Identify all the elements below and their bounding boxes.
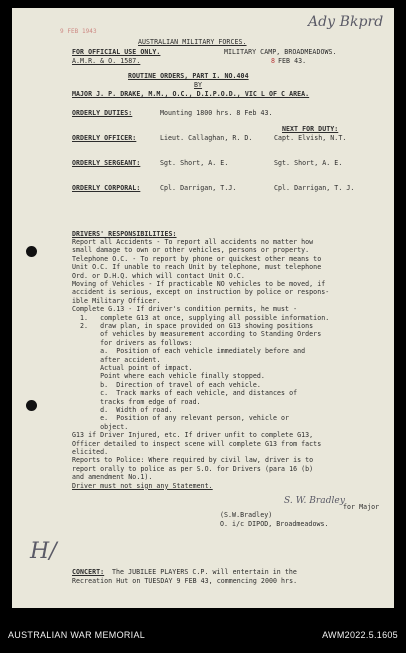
document-title: AUSTRALIAN MILITARY FORCES.	[138, 38, 247, 46]
drivers-line: Actual point of impact.	[72, 364, 193, 372]
handwritten-signature: S. W. Bradley	[284, 496, 345, 506]
drivers-line: report orally to police as per S.O. for Drivers (para 16 (b)	[72, 464, 314, 473]
drivers-line: b. Direction of travel of each vehicle.	[72, 380, 261, 389]
drivers-line: object.	[72, 422, 129, 431]
drivers-line: G13 if Driver Injured, etc. If driver unfit to complete G13,	[72, 431, 314, 440]
order-date: FEB 43.	[278, 57, 307, 65]
drivers-line: d. Width of road.	[72, 406, 173, 414]
punch-hole-lower	[26, 400, 37, 411]
drivers-line: Driver must not sign any Statement.	[72, 481, 213, 490]
drivers-line: accident is serious, except on instruction by police or respons-	[72, 288, 330, 297]
drivers-line: Report all Accidents - To report all accidents no matter how	[72, 238, 314, 246]
drivers-line: 1. complete G13 at once, supplying all possible information.	[72, 313, 330, 322]
drivers-line: Unit O.C. If unable to reach Unit by telephone, must telephone	[72, 263, 322, 272]
routine-orders-title: ROUTINE ORDERS, PART I. NO.404	[128, 72, 249, 80]
camp-name: MILITARY CAMP, BROADMEADOWS.	[224, 48, 337, 56]
drivers-line: tracks from edge of road.	[72, 397, 201, 406]
orderly-officer-next: Capt. Elvish, N.T.	[274, 134, 347, 142]
concert-label: CONCERT:	[72, 568, 105, 576]
drivers-line: Moving of Vehicles - If practicable NO vehicles to be moved, if	[72, 280, 326, 288]
drivers-heading: DRIVERS' RESPONSIBILITIES:	[72, 230, 177, 238]
orderly-corporal-today: Cpl. Darrigan, T.J.	[160, 184, 237, 192]
regulation-reference: A.M.R. & O. 1587.	[72, 57, 141, 65]
orderly-officer-label: ORDERLY OFFICER:	[72, 134, 137, 142]
drivers-line: Complete G.13 - If driver's condition permits, he must -	[72, 305, 298, 314]
drivers-line: of vehicles by measurement according to Standing Orders	[72, 330, 322, 339]
handwritten-corner-note: Ady Bkprd	[308, 14, 384, 30]
drivers-line: small damage to own or other vehicles, persons or property.	[72, 246, 310, 255]
orderly-corporal-next: Cpl. Darrigan, T. J.	[274, 184, 355, 192]
drivers-line: c. Track marks of each vehicle, and distances of	[72, 389, 298, 398]
punch-hole-upper	[26, 246, 37, 257]
orderly-sergeant-next: Sgt. Short, A. E.	[274, 159, 343, 167]
signatory-rank-unit: O. i/c DIPOD, Broadmeadows.	[220, 520, 329, 528]
drivers-line: Reports to Police: Where required by civil law, driver is to	[72, 456, 314, 465]
drivers-line: 2. draw plan, in space provided on G13 showing positions	[72, 322, 314, 330]
orderly-duties-label: ORDERLY DUTIES:	[72, 109, 133, 117]
orderly-duties-text: Mounting 1800 hrs. 8 Feb 43.	[160, 109, 273, 117]
drivers-line: Telephone O.C. - To report by phone or quickest other means to	[72, 254, 322, 263]
next-for-duty-heading: NEXT FOR DUTY:	[282, 125, 339, 133]
drivers-line: for drivers as follows:	[72, 338, 193, 347]
footer-institution: AUSTRALIAN WAR MEMORIAL	[8, 630, 146, 640]
drivers-line: Ord. or D.H.Q. which will contact Unit O.C.	[72, 271, 245, 280]
concert-line: The JUBILEE PLAYERS C.P. will entertain in the	[112, 568, 297, 576]
drivers-line: elicited.	[72, 448, 109, 456]
routine-orders-by: BY	[194, 81, 203, 89]
date-stamp: 9 FEB 1943	[60, 28, 97, 35]
orderly-corporal-label: ORDERLY CORPORAL:	[72, 184, 141, 192]
orderly-sergeant-label: ORDERLY SERGEANT:	[72, 159, 141, 167]
document-page	[12, 8, 394, 608]
date-correction-mark: 8	[271, 57, 276, 65]
drivers-line: after accident.	[72, 355, 161, 364]
official-use-line: FOR OFFICIAL USE ONLY.	[72, 48, 161, 56]
concert-line: Recreation Hut on TUESDAY 9 FEB 43, commencing 2000 hrs.	[72, 577, 298, 585]
issuing-officer: MAJOR J. P. DRAKE, M.M., O.C., D.I.P.O.D., VIC L OF C AREA.	[72, 90, 310, 98]
orderly-sergeant-today: Sgt. Short, A. E.	[160, 159, 229, 167]
drivers-line: and amendment No.1).	[72, 473, 153, 482]
drivers-line: Officer detailed to inspect scene will complete G13 from facts	[72, 439, 322, 448]
drivers-line: Point where each vehicle finally stopped.	[72, 372, 265, 381]
drivers-line: ible Military Officer.	[72, 296, 161, 305]
orderly-officer-today: Lieut. Callaghan, R. D.	[160, 134, 253, 142]
footer-accession-number: AWM2022.5.1605	[322, 630, 398, 640]
drivers-line: a. Position of each vehicle immediately before and	[72, 347, 306, 356]
signatory-name: (S.W.Bradley)	[220, 511, 273, 519]
signature-for-major: for Major	[343, 503, 380, 511]
drivers-line: e. Position of any relevant person, vehicle or	[72, 414, 290, 423]
handwritten-initials: H/	[30, 539, 57, 564]
